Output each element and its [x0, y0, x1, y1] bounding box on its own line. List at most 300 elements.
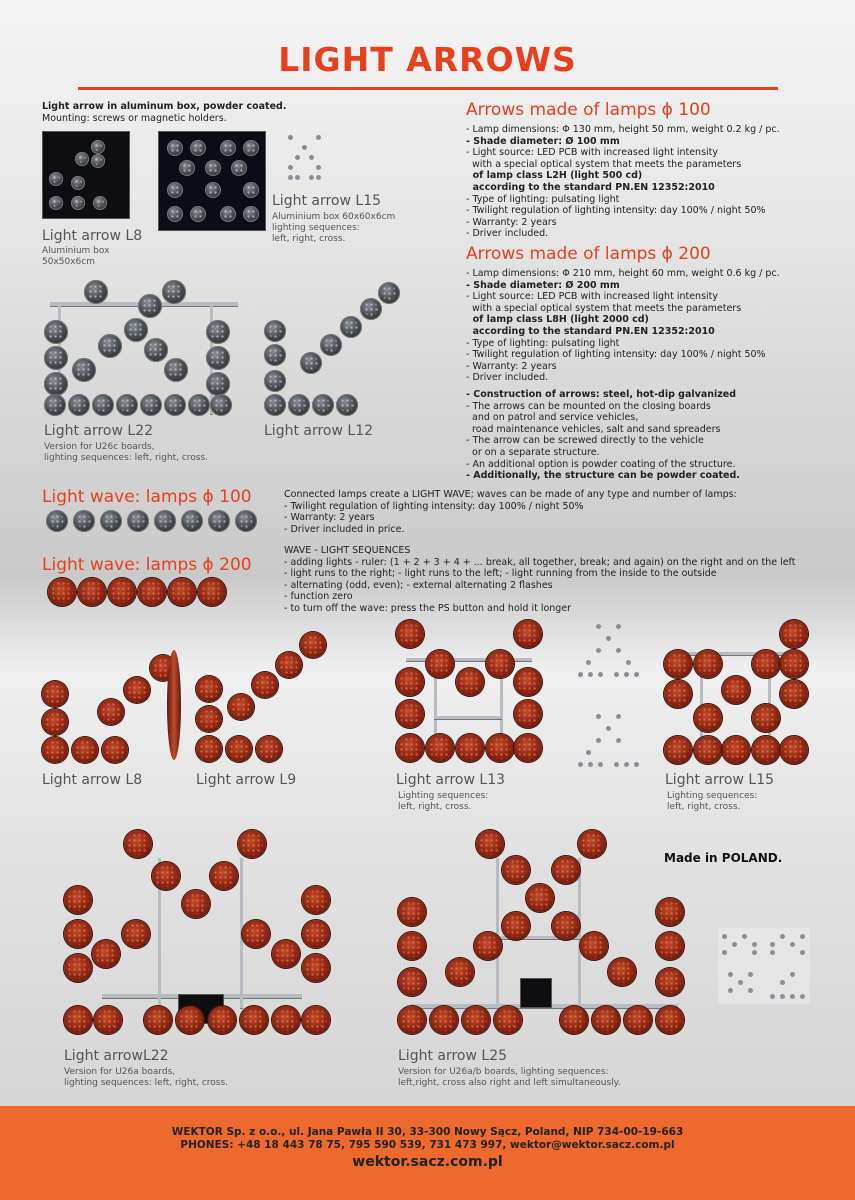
- lamp: [722, 736, 750, 764]
- dot: [309, 175, 314, 180]
- caption-l9: Light arrow L9: [196, 772, 297, 788]
- dot: [598, 762, 603, 767]
- lamp: [190, 206, 206, 222]
- caption-l22-bottom: Light arrowL22: [64, 1048, 169, 1064]
- dot: [578, 672, 583, 677]
- dot: [738, 980, 743, 985]
- lamp: [608, 958, 636, 986]
- dot: [586, 750, 591, 755]
- spec-line: with a special optical system that meets the parameters: [466, 158, 742, 170]
- lamp: [188, 394, 210, 416]
- spec-line: - The arrow can be screwed directly to the vehicle: [466, 435, 704, 447]
- dot: [316, 175, 321, 180]
- lamp: [378, 282, 400, 304]
- spec-line: according to the standard PN.EN 12352:2010: [466, 181, 715, 193]
- dot: [748, 988, 753, 993]
- lamp: [514, 700, 542, 728]
- dot: [309, 155, 314, 160]
- lamp: [49, 196, 63, 210]
- dot: [598, 672, 603, 677]
- dot: [288, 135, 293, 140]
- lamps100-specs: [466, 124, 780, 240]
- lamp: [190, 140, 206, 156]
- lamp: [264, 394, 286, 416]
- lamp: [238, 830, 266, 858]
- dot: [800, 950, 805, 955]
- lamps200-heading: Arrows made of lamps ϕ 200: [466, 244, 711, 264]
- lamp: [656, 898, 684, 926]
- lamp: [456, 668, 484, 696]
- lamp: [127, 510, 149, 532]
- dot: [752, 950, 757, 955]
- desc-line: Lighting sequences:: [398, 791, 489, 801]
- spec-line: - Twilight regulation of lighting intensity: day 100% / night 50%: [284, 500, 584, 512]
- lamp: [592, 1006, 620, 1034]
- lamp: [164, 394, 186, 416]
- l13-photo: [394, 620, 546, 766]
- caption-l8-top-desc: [42, 246, 109, 268]
- lamp: [664, 680, 692, 708]
- dot: [770, 994, 775, 999]
- lamp: [264, 370, 286, 392]
- lamp: [242, 920, 270, 948]
- dot: [316, 165, 321, 170]
- caption-l15-top: Light arrow L15: [272, 193, 382, 209]
- lamp: [300, 632, 326, 658]
- spec-line: - Additionally, the structure can be powder coated.: [466, 470, 740, 482]
- dot: [578, 762, 583, 767]
- dot: [616, 714, 621, 719]
- caption-l22-bottom-desc: [64, 1067, 228, 1089]
- lamp: [502, 912, 530, 940]
- lamp: [162, 280, 186, 304]
- lamp: [398, 968, 426, 996]
- lamp: [98, 699, 124, 725]
- lamp: [252, 672, 278, 698]
- lamp: [98, 334, 122, 358]
- l15-box-photo: [158, 131, 266, 231]
- lamp: [206, 372, 230, 396]
- spec-line: with a special optical system that meets the parameters: [466, 302, 742, 314]
- spec-line: - Driver included.: [466, 372, 549, 384]
- spec-line: - Twilight regulation of lighting intensity: day 100% / night 50%: [466, 349, 766, 361]
- lamp: [780, 650, 808, 678]
- lamp: [48, 578, 76, 606]
- lamp: [205, 160, 221, 176]
- frame-bar: [434, 716, 502, 719]
- caption-l8-top: Light arrow L8: [42, 228, 143, 244]
- lamp: [71, 196, 85, 210]
- caption-l22-top-desc: [44, 442, 208, 464]
- dot: [316, 135, 321, 140]
- footer-website-link[interactable]: wektor.sacz.com.pl: [352, 1154, 503, 1170]
- lamp: [206, 320, 230, 344]
- lamp: [64, 954, 92, 982]
- made-in-label: Made in POLAND.: [664, 851, 783, 865]
- lamp: [552, 912, 580, 940]
- lamp: [92, 394, 114, 416]
- lamp: [264, 320, 286, 342]
- dot: [596, 624, 601, 629]
- wave-sequences: [284, 545, 795, 615]
- dot: [302, 145, 307, 150]
- dot: [288, 175, 293, 180]
- lamp: [664, 650, 692, 678]
- title-underline: [78, 87, 778, 90]
- lamp: [396, 668, 424, 696]
- lamp: [64, 920, 92, 948]
- dot: [596, 648, 601, 653]
- frame-bar: [578, 858, 581, 1008]
- dot: [606, 636, 611, 641]
- frame-bar: [496, 858, 499, 1008]
- lamp: [91, 154, 105, 168]
- dot: [722, 950, 727, 955]
- lamp: [168, 578, 196, 606]
- lamp: [243, 182, 259, 198]
- lamp: [206, 346, 230, 370]
- lamp: [124, 677, 150, 703]
- lamp: [78, 578, 106, 606]
- lamp: [167, 182, 183, 198]
- desc-line: left, right, cross.: [272, 234, 346, 244]
- lamp: [494, 1006, 522, 1034]
- lamp: [780, 736, 808, 764]
- dot: [295, 155, 300, 160]
- lamp: [302, 954, 330, 982]
- spec-line: WAVE - LIGHT SEQUENCES: [284, 545, 411, 556]
- lamp: [144, 1006, 172, 1034]
- lamp: [198, 578, 226, 606]
- lamp: [426, 734, 454, 762]
- dot: [588, 672, 593, 677]
- lamp: [138, 578, 166, 606]
- spec-line: - Shade diameter: Ø 200 mm: [466, 279, 620, 291]
- footer-company: WEKTOR Sp. z o.o., ul. Jana Pawła II 30, 33-300 Nowy Sącz, Poland, NIP 734-00-19-663: [171, 1126, 684, 1138]
- spec-line: - Light source: LED PCB with increased light intensity: [466, 147, 719, 159]
- dot: [606, 726, 611, 731]
- lamp: [210, 394, 232, 416]
- lamp: [44, 346, 68, 370]
- spec-line: - light runs to the right; - light runs to the left; - light running from the inside to the outside: [284, 568, 717, 580]
- lamp: [486, 650, 514, 678]
- wave200-heading: Light wave: lamps ϕ 200: [42, 555, 252, 575]
- l15-bottom-photo: [664, 620, 814, 766]
- dot: [288, 165, 293, 170]
- dot: [770, 950, 775, 955]
- lamp: [578, 830, 606, 858]
- lamp: [272, 1006, 300, 1034]
- lamp: [396, 734, 424, 762]
- desc-line: left, right, cross.: [398, 802, 472, 812]
- dot: [614, 672, 619, 677]
- lamp: [44, 394, 66, 416]
- lamp: [752, 736, 780, 764]
- lamp: [210, 862, 238, 890]
- spec-line: - Warranty: 2 years: [466, 216, 557, 228]
- lamp: [256, 736, 282, 762]
- lamp: [179, 160, 195, 176]
- lamp: [231, 160, 247, 176]
- dot: [614, 762, 619, 767]
- wave100-photo: [46, 510, 266, 532]
- lamp: [138, 294, 162, 318]
- lamp: [100, 510, 122, 532]
- desc-line: Aluminium box: [42, 246, 110, 256]
- lamp: [42, 709, 68, 735]
- spec-line: - Type of lighting: pulsating light: [466, 337, 620, 349]
- lamp: [656, 1006, 684, 1034]
- spec-line: - Light source: LED PCB with increased light intensity: [466, 291, 719, 303]
- lamp: [208, 510, 230, 532]
- wave200-photo: [48, 578, 238, 608]
- spec-line: - An additional option is powder coating of the structure.: [466, 458, 736, 470]
- dot: [790, 942, 795, 947]
- lamp: [73, 510, 95, 532]
- lamp: [68, 394, 90, 416]
- dot: [596, 714, 601, 719]
- lamp: [302, 1006, 330, 1034]
- lamp: [656, 932, 684, 960]
- caption-l15-bottom-desc: [667, 791, 757, 813]
- spec-line: - Type of lighting: pulsating light: [466, 193, 620, 205]
- lamp: [205, 182, 221, 198]
- lamp: [664, 736, 692, 764]
- l25-pattern-icons: [718, 928, 810, 1004]
- lamp: [164, 358, 188, 382]
- lamp: [514, 668, 542, 696]
- spec-line: - adding lights - ruler: (1 + 2 + 3 + 4 + ... break, all together, break; and again) on the right and on the left: [284, 556, 796, 568]
- spec-line: or on a separate structure.: [466, 446, 600, 458]
- lamp: [312, 394, 334, 416]
- lamp: [264, 344, 286, 366]
- caption-l15-top-desc: [272, 212, 395, 245]
- desc-line: lighting sequences: left, right, cross.: [44, 453, 209, 463]
- spec-line: road maintenance vehicles, salt and sand spreaders: [466, 423, 721, 435]
- caption-l8-bottom: Light arrow L8: [42, 772, 143, 788]
- lamp: [398, 898, 426, 926]
- lamp: [780, 680, 808, 708]
- spec-line: and on patrol and service vehicles,: [466, 412, 639, 424]
- footer-phones[interactable]: PHONES: +48 18 443 78 75, 795 590 539, 731 473 997, wektor@wektor.sacz.com.pl: [180, 1139, 675, 1151]
- lamp: [276, 652, 302, 678]
- lamp: [93, 196, 107, 210]
- lamp: [336, 394, 358, 416]
- arrow-pattern-icon: [576, 712, 636, 782]
- lamp: [694, 650, 722, 678]
- lamp: [124, 830, 152, 858]
- desc-line: Version for U26a boards,: [64, 1067, 176, 1077]
- dot: [790, 972, 795, 977]
- lamp: [92, 940, 120, 968]
- spec-line: - Warranty: 2 years: [284, 512, 375, 524]
- spec-line: - Twilight regulation of lighting intensity: day 100% / night 50%: [466, 205, 766, 217]
- lamp: [71, 176, 85, 190]
- dot: [634, 762, 639, 767]
- desc-line: Version for U26c boards,: [44, 442, 155, 452]
- l22-top-photo: [40, 278, 240, 418]
- dot: [624, 672, 629, 677]
- lamp: [44, 320, 68, 344]
- lamps100-heading: Arrows made of lamps ϕ 100: [466, 100, 711, 120]
- lamp: [396, 620, 424, 648]
- lamp: [780, 620, 808, 648]
- spec-line: of lamp class L8H (light 2000 cd): [466, 314, 649, 326]
- lamp: [44, 372, 68, 396]
- lamp: [167, 140, 183, 156]
- desc-line: 50x50x6cm: [42, 257, 95, 267]
- caption-l13: Light arrow L13: [396, 772, 506, 788]
- lamp: [152, 862, 180, 890]
- construction-specs: [466, 389, 740, 482]
- lamp: [102, 737, 128, 763]
- lamps200-specs: [466, 268, 780, 384]
- wave-description: [284, 489, 737, 535]
- wave100-heading: Light wave: lamps ϕ 100: [42, 487, 252, 507]
- lamp: [502, 856, 530, 884]
- l15-pattern-icon: [286, 133, 336, 188]
- lamp: [176, 1006, 204, 1034]
- l9-photo: [196, 632, 336, 764]
- lamp: [456, 734, 484, 762]
- lamp: [752, 650, 780, 678]
- l25-photo: [396, 828, 688, 1040]
- spec-line: of lamp class L2H (light 500 cd): [466, 170, 643, 182]
- l8-side-lamp: [167, 650, 181, 760]
- lamp: [42, 737, 68, 763]
- lamp: [462, 1006, 490, 1034]
- caption-l12: Light arrow L12: [264, 423, 374, 439]
- dot: [748, 972, 753, 977]
- lamp: [75, 152, 89, 166]
- caption-l22-top: Light arrow L22: [44, 423, 154, 439]
- dot: [780, 980, 785, 985]
- spec-line: - Driver included.: [466, 228, 549, 240]
- lamp: [64, 1006, 92, 1034]
- lamp: [694, 736, 722, 764]
- lamp: [340, 316, 362, 338]
- lamp: [722, 676, 750, 704]
- controller-box: [520, 978, 552, 1008]
- desc-line: Aluminium box 60x60x6cm: [272, 212, 396, 222]
- dot: [586, 660, 591, 665]
- lamp: [476, 830, 504, 858]
- intro-line-2: Mounting: screws or magnetic holders.: [42, 112, 227, 124]
- lamp: [124, 318, 148, 342]
- lamp: [430, 1006, 458, 1034]
- caption-l13-desc: [398, 791, 488, 813]
- spec-line: - Driver included in price.: [284, 523, 405, 535]
- lamp: [272, 940, 300, 968]
- lamp: [526, 884, 554, 912]
- page-title: LIGHT ARROWS: [278, 40, 577, 79]
- intro-line-1: Light arrow in aluminum box, powder coated.: [42, 101, 287, 112]
- lamp: [624, 1006, 652, 1034]
- footer: [0, 1106, 855, 1200]
- cross-pattern-icon: [576, 622, 636, 692]
- dot: [780, 994, 785, 999]
- spec-line: Connected lamps create a LIGHT WAVE; waves can be made of any type and number of lamps:: [284, 489, 737, 500]
- intro-text: [42, 101, 286, 124]
- lamp: [116, 394, 138, 416]
- lamp: [300, 352, 322, 374]
- spec-line: - Lamp dimensions: Φ 210 mm, height 60 mm, weight 0.6 kg / pc.: [466, 268, 780, 279]
- dot: [800, 994, 805, 999]
- spec-line: - The arrows can be mounted on the closing boards: [466, 400, 711, 412]
- lamp: [181, 510, 203, 532]
- spec-line: - Warranty: 2 years: [466, 360, 557, 372]
- lamp: [64, 886, 92, 914]
- desc-line: Lighting sequences:: [667, 791, 758, 801]
- lamp: [446, 958, 474, 986]
- dot: [616, 738, 621, 743]
- spec-line: according to the standard PN.EN 12352:2010: [466, 325, 715, 337]
- lamp: [91, 140, 105, 154]
- lamp: [154, 510, 176, 532]
- lamp: [167, 206, 183, 222]
- caption-l15-bottom: Light arrow L15: [665, 772, 775, 788]
- lamp: [486, 734, 514, 762]
- desc-line: lighting sequences:: [272, 223, 360, 233]
- lamp: [94, 1006, 122, 1034]
- dot: [295, 175, 300, 180]
- dot: [722, 934, 727, 939]
- lamp: [84, 280, 108, 304]
- dot: [728, 988, 733, 993]
- lamp: [72, 358, 96, 382]
- desc-line: left, right, cross.: [667, 802, 741, 812]
- lamp: [144, 338, 168, 362]
- caption-l25-desc: [398, 1067, 621, 1089]
- lamp: [42, 681, 68, 707]
- lamp: [752, 704, 780, 732]
- dot: [770, 942, 775, 947]
- dot: [616, 624, 621, 629]
- dot: [624, 762, 629, 767]
- lamp: [140, 394, 162, 416]
- dot: [728, 972, 733, 977]
- lamp: [302, 920, 330, 948]
- spec-line: - Shade diameter: Ø 100 mm: [466, 135, 620, 147]
- spec-line: - function zero: [284, 591, 353, 603]
- lamp: [320, 334, 342, 356]
- l12-photo: [262, 280, 412, 420]
- dot: [790, 994, 795, 999]
- lamp: [514, 620, 542, 648]
- lamp: [228, 694, 254, 720]
- lamp: [196, 676, 222, 702]
- spec-line: - Lamp dimensions: Φ 130 mm, height 50 mm, weight 0.2 kg / pc.: [466, 124, 780, 135]
- lamp: [235, 510, 257, 532]
- lamp: [474, 932, 502, 960]
- lamp: [240, 1006, 268, 1034]
- lamp: [196, 706, 222, 732]
- dot: [800, 934, 805, 939]
- lamp: [122, 920, 150, 948]
- lamp: [426, 650, 454, 678]
- spec-line: - to turn off the wave: press the PS button and hold it longer: [284, 602, 572, 614]
- dot: [780, 934, 785, 939]
- lamp: [49, 172, 63, 186]
- lamp: [694, 704, 722, 732]
- dot: [588, 762, 593, 767]
- lamp: [208, 1006, 236, 1034]
- lamp: [302, 886, 330, 914]
- lamp: [552, 856, 580, 884]
- lamp: [360, 298, 382, 320]
- spec-line: - alternating (odd, even); - external alternating 2 flashes: [284, 579, 553, 591]
- lamp: [560, 1006, 588, 1034]
